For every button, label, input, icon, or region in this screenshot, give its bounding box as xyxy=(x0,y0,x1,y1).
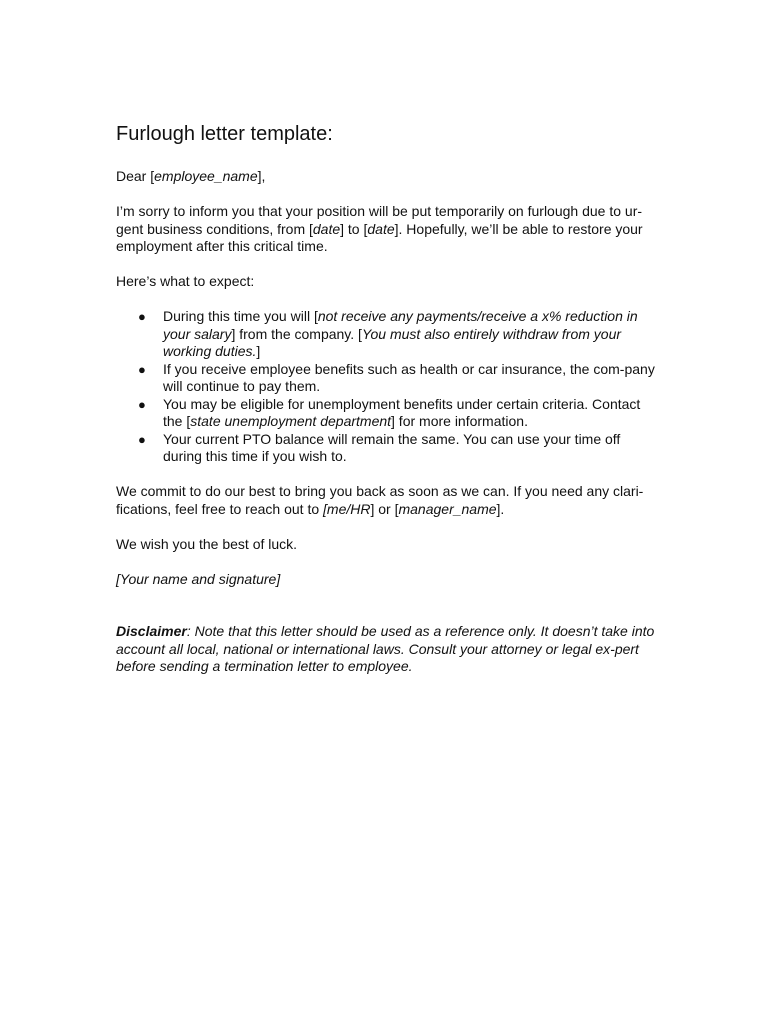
intro-line3: employment after this critical time. xyxy=(116,238,328,254)
commit-a: We commit to do our best to bring you back as soon as we can. If you need any clari-fications, feel free to reach out to xyxy=(116,483,644,517)
disclaimer-label: Disclaimer xyxy=(116,623,187,639)
bullet-icon: ● xyxy=(138,361,146,377)
salutation xyxy=(116,168,656,186)
bullet-icon: ● xyxy=(138,309,146,324)
date-placeholder-start: date xyxy=(312,220,341,237)
disclaimer-text: : Note that this letter should be used as a reference only. It doesn’t take into account all local, national or international laws. Consult your attorney or legal ex-pert before sending a termination letter to employee. xyxy=(116,623,655,674)
paragraph-intro xyxy=(116,203,656,256)
salutation-prefix: Dear [ xyxy=(116,168,155,184)
paragraph-commit xyxy=(116,483,656,518)
closing-wish: We wish you the best of luck. xyxy=(116,535,298,552)
bullet1-c: ] xyxy=(256,343,261,359)
bullet3-a: You may be eligible for unemployment benefits under certain criteria. Contact the [ xyxy=(163,395,641,429)
list-item xyxy=(116,308,656,361)
commit-c: ]. xyxy=(496,500,505,517)
commit-b: ] or [ xyxy=(370,500,399,517)
bullet2-text: If you receive employee benefits such as health or car insurance, the com-pany will continue to pay them. xyxy=(163,360,655,394)
intro-line1: I’m sorry to inform you that your position will be put temporarily on furlough due to ur- xyxy=(116,203,643,219)
list-item xyxy=(116,361,656,396)
bullet4-text: Your current PTO balance will remain the same. You can use your time off during this time if you wish to. xyxy=(163,430,621,464)
disclaimer xyxy=(116,623,656,676)
salutation-suffix: ], xyxy=(257,168,266,184)
bullet1-placeholder-payment: not receive any payments/receive a x% reduction in your salary xyxy=(163,308,638,342)
bullet1-b: ] from the company. [ xyxy=(231,325,362,342)
bullet1-placeholder-duties: You must also entirely withdraw from your working duties. xyxy=(163,325,622,359)
intro-line2-c: ]. Hopefully, we’ll be able to restore your xyxy=(394,220,643,237)
page-title: Furlough letter template: xyxy=(116,123,333,145)
intro-line2-a: gent business conditions, from [ xyxy=(116,220,313,237)
letter-page xyxy=(116,121,656,676)
date-placeholder-end: date xyxy=(367,220,395,237)
signature-placeholder: [Your name and signature] xyxy=(116,570,281,587)
commit-placeholder-me-hr: [me/HR xyxy=(323,500,371,517)
salutation-placeholder: employee_name xyxy=(154,168,258,184)
expectations-list xyxy=(116,308,656,466)
bullet1-a: During this time you will [ xyxy=(163,308,318,324)
list-item xyxy=(116,431,656,466)
intro-line2-b: ] to [ xyxy=(340,220,368,237)
commit-placeholder-manager: manager_name xyxy=(398,500,497,517)
bullet-icon: ● xyxy=(138,396,146,412)
bullet3-b: ] for more information. xyxy=(391,413,528,429)
bullet3-placeholder-department: state unemployment department xyxy=(190,413,392,429)
list-item xyxy=(116,396,656,431)
expect-intro: Here’s what to expect: xyxy=(116,273,255,289)
bullet-icon: ● xyxy=(138,431,146,447)
